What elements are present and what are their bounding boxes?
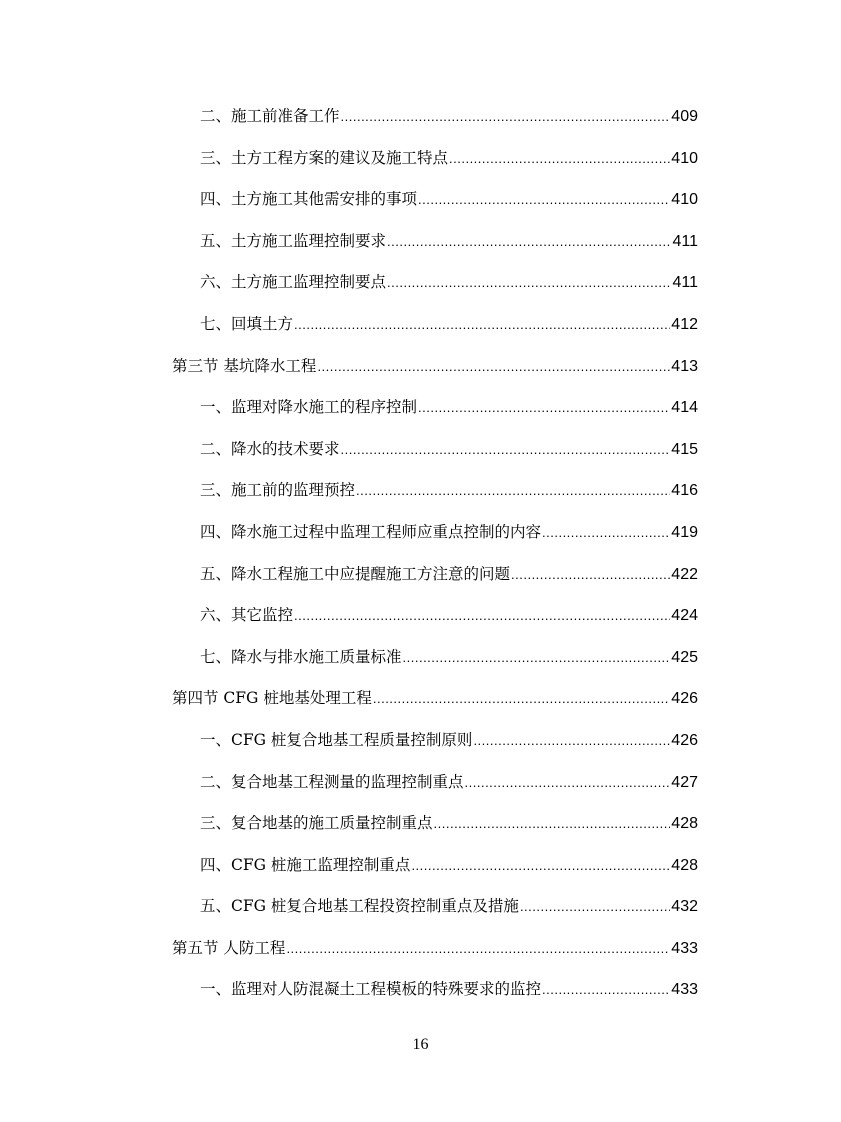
toc-entry[interactable] — [172, 601, 698, 643]
toc-entry-title: 一、CFG 桩复合地基工程质量控制原则 — [200, 730, 473, 749]
toc-section-entry[interactable] — [172, 684, 698, 726]
toc-entry-title: 一、监理对人防混凝土工程模板的特殊要求的监控 — [200, 980, 542, 999]
toc-entry[interactable] — [172, 102, 698, 144]
toc-entry-page: 414 — [671, 399, 698, 417]
toc-entry-title: 三、复合地基的施工质量控制重点 — [200, 814, 433, 833]
toc-entry-title: 四、CFG 桩施工监理控制重点 — [200, 855, 411, 874]
toc-entry-title: 五、土方施工监理控制要求 — [200, 231, 387, 250]
toc-entry-page: 410 — [671, 149, 698, 167]
toc-entry-title: 五、降水工程施工中应提醒施工方注意的问题 — [200, 564, 511, 583]
toc-entry-page: 433 — [671, 981, 698, 999]
toc-entry-page: 428 — [671, 856, 698, 874]
toc-entry[interactable] — [172, 268, 698, 310]
toc-dot-leader — [418, 394, 670, 422]
toc-entry[interactable] — [172, 393, 698, 435]
toc-entry-page: 426 — [671, 690, 698, 708]
toc-dot-leader — [511, 561, 670, 589]
toc-dot-leader — [317, 353, 670, 381]
toc-dot-leader — [341, 436, 671, 464]
toc-entry-page: 411 — [672, 274, 698, 292]
toc-entry-title: 四、土方施工其他需安排的事项 — [200, 190, 418, 209]
toc-entry-page: 428 — [671, 815, 698, 833]
toc-entry-page: 433 — [671, 939, 698, 957]
toc-dot-leader — [449, 145, 670, 173]
toc-dot-leader — [411, 852, 670, 880]
toc-entry-title: 二、降水的技术要求 — [200, 439, 340, 458]
toc-entry[interactable] — [172, 768, 698, 810]
toc-dot-leader — [387, 269, 671, 297]
toc-entry-page: 411 — [672, 232, 698, 250]
toc-entry-title: 一、监理对降水施工的程序控制 — [200, 398, 418, 417]
toc-dot-leader — [286, 935, 670, 963]
toc-dot-leader — [387, 228, 671, 256]
toc-entry[interactable] — [172, 643, 698, 685]
toc-entry[interactable] — [172, 185, 698, 227]
toc-dot-leader — [520, 893, 670, 921]
toc-entry[interactable] — [172, 975, 698, 1017]
toc-entry-title: 三、土方工程方案的建议及施工特点 — [200, 148, 449, 167]
toc-entry-page: 419 — [671, 523, 698, 541]
toc-entry-title: 三、施工前的监理预控 — [200, 481, 356, 500]
toc-entry-page: 410 — [671, 191, 698, 209]
toc-entry[interactable] — [172, 227, 698, 269]
toc-entry-page: 432 — [671, 898, 698, 916]
toc-entry[interactable] — [172, 518, 698, 560]
toc-entry-page: 426 — [671, 731, 698, 749]
toc-entry-page: 412 — [671, 315, 698, 333]
table-of-contents — [172, 102, 698, 1017]
toc-dot-leader — [403, 644, 671, 672]
toc-dot-leader — [294, 311, 670, 339]
toc-entry-page: 415 — [671, 440, 698, 458]
toc-section-entry[interactable] — [172, 934, 698, 976]
toc-entry-title: 六、其它监控 — [200, 606, 294, 625]
toc-dot-leader — [294, 602, 670, 630]
toc-entry-page: 409 — [671, 108, 698, 125]
toc-dot-leader — [542, 519, 670, 547]
toc-entry[interactable] — [172, 435, 698, 477]
toc-section-entry[interactable] — [172, 352, 698, 394]
toc-entry-title: 七、回填土方 — [200, 314, 294, 333]
toc-entry-title: 第三节 基坑降水工程 — [172, 356, 317, 375]
toc-entry-page: 422 — [671, 565, 698, 583]
toc-entry-page: 425 — [671, 648, 698, 666]
toc-dot-leader — [341, 103, 671, 131]
toc-dot-leader — [465, 769, 671, 797]
toc-entry-title: 二、施工前准备工作 — [200, 107, 340, 125]
toc-entry[interactable] — [172, 892, 698, 934]
toc-entry-title: 二、复合地基工程测量的监理控制重点 — [200, 772, 464, 791]
toc-entry-title: 第四节 CFG 桩地基处理工程 — [172, 689, 372, 708]
page-number: 16 — [412, 1036, 429, 1053]
toc-entry[interactable] — [172, 560, 698, 602]
toc-entry[interactable] — [172, 726, 698, 768]
toc-entry-title: 第五节 人防工程 — [172, 938, 286, 957]
toc-entry[interactable] — [172, 310, 698, 352]
toc-entry[interactable] — [172, 809, 698, 851]
toc-entry[interactable] — [172, 476, 698, 518]
toc-entry-page: 416 — [671, 482, 698, 500]
toc-entry-title: 七、降水与排水施工质量标准 — [200, 647, 402, 666]
toc-dot-leader — [356, 477, 670, 505]
toc-dot-leader — [542, 976, 670, 1004]
toc-dot-leader — [418, 186, 670, 214]
toc-dot-leader — [373, 685, 670, 713]
toc-entry-title: 六、土方施工监理控制要点 — [200, 273, 387, 292]
toc-entry-page: 427 — [671, 773, 698, 791]
toc-entry[interactable] — [172, 851, 698, 893]
toc-entry-title: 四、降水施工过程中监理工程师应重点控制的内容 — [200, 522, 542, 541]
toc-entry-title: 五、CFG 桩复合地基工程投资控制重点及措施 — [200, 897, 519, 916]
toc-entry-page: 413 — [671, 357, 698, 375]
toc-entry[interactable] — [172, 144, 698, 186]
toc-entry-page: 424 — [671, 607, 698, 625]
toc-dot-leader — [473, 727, 670, 755]
toc-dot-leader — [434, 810, 671, 838]
